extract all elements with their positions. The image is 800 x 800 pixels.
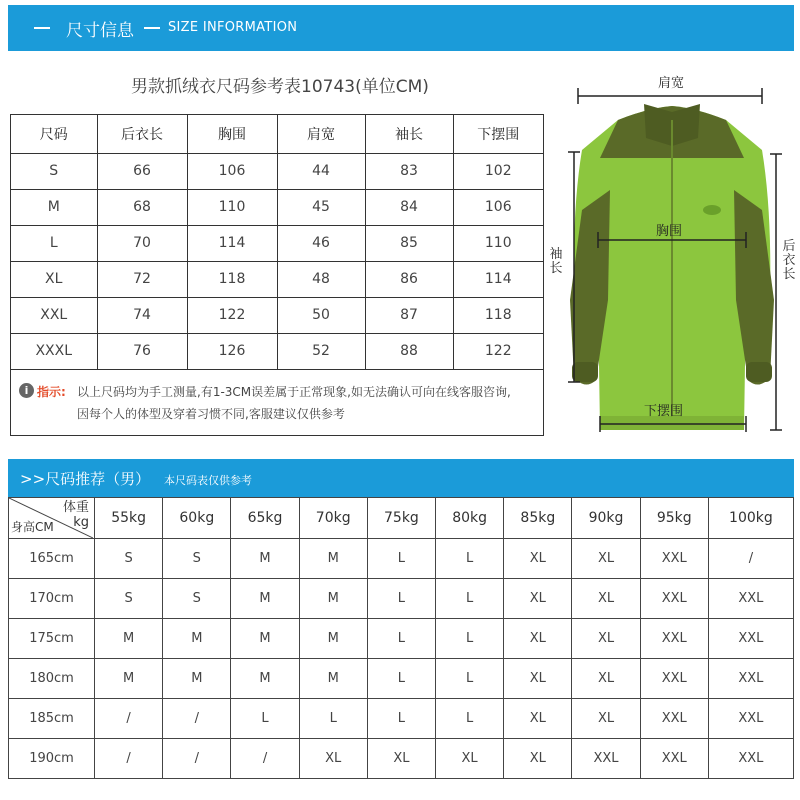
recommend-size-cell: XL: [572, 619, 640, 659]
recommend-size-cell: XXL: [708, 659, 793, 699]
recommend-size-cell: M: [231, 579, 299, 619]
recommend-size-cell: M: [163, 659, 231, 699]
size-chart-cell: 48: [277, 261, 365, 297]
recommend-weight-header: 80kg: [436, 498, 504, 539]
recommend-size-cell: S: [95, 539, 163, 579]
size-chart-cell: XL: [11, 261, 97, 297]
size-chart-row: [11, 261, 543, 297]
recommend-size-cell: L: [367, 539, 435, 579]
size-chart-cell: XXXL: [11, 333, 97, 369]
recommend-size-cell: /: [708, 539, 793, 579]
note-line-2: 因每个人的体型及穿着习惯不同,客服建议仅供参考: [77, 407, 345, 421]
recommend-size-cell: XXL: [640, 659, 708, 699]
jacket-left-cuff: [572, 362, 598, 382]
size-chart-cell: 110: [453, 225, 543, 261]
recommend-size-cell: M: [299, 659, 367, 699]
jacket-measurement-diagram: [548, 60, 800, 440]
size-chart-header-cell: 下摆围: [453, 115, 543, 153]
size-chart-row: [11, 297, 543, 333]
corner-kg: kg: [73, 515, 89, 530]
size-chart-cell: 110: [187, 189, 277, 225]
info-icon: i: [19, 383, 34, 398]
recommend-height-cell: 180cm: [9, 659, 95, 699]
recommend-size-cell: XL: [572, 579, 640, 619]
size-chart-cell: L: [11, 225, 97, 261]
size-chart-cell: 85: [365, 225, 453, 261]
jacket-right-cuff: [746, 362, 772, 382]
recommend-size-cell: /: [163, 699, 231, 739]
recommend-size-cell: XL: [572, 539, 640, 579]
recommend-weight-header: 95kg: [640, 498, 708, 539]
recommend-weight-header: 90kg: [572, 498, 640, 539]
size-chart-cell: 83: [365, 153, 453, 189]
recommend-size-cell: XXL: [708, 579, 793, 619]
recommend-weight-header: 70kg: [299, 498, 367, 539]
recommend-weight-header: 60kg: [163, 498, 231, 539]
recommend-weight-header: 55kg: [95, 498, 163, 539]
recommend-size-cell: XXL: [640, 579, 708, 619]
recommend-row: [9, 579, 794, 619]
label-hem: 下摆围: [644, 404, 684, 419]
size-chart-cell: 122: [453, 333, 543, 369]
recommend-size-cell: XXL: [708, 699, 793, 739]
size-chart-header-cell: 胸围: [187, 115, 277, 153]
size-chart-cell: M: [11, 189, 97, 225]
recommend-subtitle: 本尺码表仅供参考: [164, 474, 252, 487]
recommend-title: >>尺码推荐（男）: [20, 470, 151, 488]
recommend-corner-cell: [9, 498, 95, 539]
size-chart-cell: 66: [97, 153, 187, 189]
recommend-weight-header: 85kg: [504, 498, 572, 539]
label-back-length: 后衣长: [782, 239, 796, 282]
recommend-size-cell: XXL: [708, 619, 793, 659]
note-line-1: 以上尺码均为手工测量,有1-3CM误差属于正常现象,如无法确认可向在线客服咨询,: [77, 385, 511, 399]
recommend-size-cell: L: [367, 579, 435, 619]
jacket-illustration: [548, 60, 800, 440]
recommend-size-cell: M: [231, 619, 299, 659]
recommend-size-cell: /: [163, 739, 231, 779]
recommend-row: [9, 699, 794, 739]
recommend-size-cell: M: [231, 539, 299, 579]
banner-dash-left: [34, 27, 50, 29]
banner-title: 尺寸信息: [66, 21, 134, 41]
recommend-size-cell: XL: [572, 699, 640, 739]
size-chart-cell: 44: [277, 153, 365, 189]
size-chart-cell: 46: [277, 225, 365, 261]
recommend-size-cell: /: [231, 739, 299, 779]
label-shoulder: 肩宽: [658, 76, 685, 91]
size-chart-cell: S: [11, 153, 97, 189]
recommend-size-cell: L: [367, 659, 435, 699]
size-chart-header-cell: 袖长: [365, 115, 453, 153]
recommend-size-cell: XL: [504, 619, 572, 659]
size-chart-cell: 126: [187, 333, 277, 369]
size-chart-table: [11, 115, 543, 370]
recommend-size-cell: /: [95, 699, 163, 739]
recommend-size-cell: XXL: [640, 539, 708, 579]
banner-dash-right: [144, 27, 160, 29]
label-sleeve: 袖长: [549, 247, 563, 276]
recommend-size-cell: XL: [504, 659, 572, 699]
size-chart-cell: 84: [365, 189, 453, 225]
recommend-height-cell: 170cm: [9, 579, 95, 619]
label-chest: 胸围: [656, 224, 683, 239]
brand-logo: [703, 205, 721, 215]
recommend-size-cell: XL: [504, 579, 572, 619]
recommend-size-cell: M: [231, 659, 299, 699]
size-recommend-table: [8, 497, 794, 779]
recommend-size-cell: XL: [299, 739, 367, 779]
recommend-size-cell: XXL: [708, 739, 793, 779]
size-chart-cell: 106: [187, 153, 277, 189]
recommend-size-cell: M: [95, 619, 163, 659]
recommend-size-cell: S: [95, 579, 163, 619]
recommend-size-cell: S: [163, 539, 231, 579]
size-chart-cell: 118: [453, 297, 543, 333]
recommend-size-cell: XL: [504, 539, 572, 579]
recommend-size-cell: XL: [436, 739, 504, 779]
recommend-size-cell: XXL: [572, 739, 640, 779]
size-chart-row: [11, 333, 543, 369]
recommend-weight-header: 75kg: [367, 498, 435, 539]
recommend-row: [9, 619, 794, 659]
recommend-size-cell: XL: [572, 659, 640, 699]
recommend-size-cell: XXL: [640, 699, 708, 739]
size-chart-row: [11, 225, 543, 261]
recommend-size-cell: L: [436, 659, 504, 699]
recommend-size-cell: L: [436, 619, 504, 659]
recommend-height-cell: 190cm: [9, 739, 95, 779]
size-chart-cell: 118: [187, 261, 277, 297]
recommend-size-cell: XXL: [640, 739, 708, 779]
recommend-size-cell: L: [367, 699, 435, 739]
corner-height: 身高CM: [11, 520, 54, 534]
recommend-size-cell: XL: [504, 739, 572, 779]
recommend-size-cell: M: [299, 539, 367, 579]
note-label: 指示:: [37, 385, 66, 399]
size-chart-cell: 68: [97, 189, 187, 225]
size-recommend-banner: [8, 459, 794, 497]
recommend-size-cell: L: [436, 539, 504, 579]
size-chart-cell: 122: [187, 297, 277, 333]
recommend-row: [9, 739, 794, 779]
size-chart-cell: 102: [453, 153, 543, 189]
recommend-weight-header: 65kg: [231, 498, 299, 539]
size-chart-box: [10, 114, 544, 436]
recommend-row: [9, 659, 794, 699]
recommend-size-cell: L: [299, 699, 367, 739]
size-chart-cell: 50: [277, 297, 365, 333]
size-chart-cell: 114: [453, 261, 543, 297]
size-chart-cell: 70: [97, 225, 187, 261]
size-chart-cell: XXL: [11, 297, 97, 333]
size-chart-cell: 76: [97, 333, 187, 369]
recommend-size-cell: M: [163, 619, 231, 659]
recommend-height-cell: 165cm: [9, 539, 95, 579]
size-chart-row: [11, 153, 543, 189]
recommend-size-cell: L: [231, 699, 299, 739]
recommend-height-cell: 175cm: [9, 619, 95, 659]
recommend-header-row: [9, 498, 794, 539]
recommend-size-cell: L: [367, 619, 435, 659]
recommend-size-cell: /: [95, 739, 163, 779]
size-chart-cell: 114: [187, 225, 277, 261]
size-chart-cell: 88: [365, 333, 453, 369]
banner-subtitle: SIZE INFORMATION: [168, 20, 298, 35]
size-chart-title: 男款抓绒衣尺码参考表10743(单位CM): [131, 77, 429, 97]
size-chart-row: [11, 189, 543, 225]
size-chart-cell: 87: [365, 297, 453, 333]
size-chart-header-cell: 肩宽: [277, 115, 365, 153]
size-chart-header-cell: 后衣长: [97, 115, 187, 153]
size-chart-cell: 52: [277, 333, 365, 369]
recommend-size-cell: M: [95, 659, 163, 699]
size-chart-header-row: [11, 115, 543, 153]
recommend-size-cell: M: [299, 579, 367, 619]
recommend-size-cell: XL: [367, 739, 435, 779]
recommend-size-cell: L: [436, 579, 504, 619]
recommend-row: [9, 539, 794, 579]
recommend-size-cell: XL: [504, 699, 572, 739]
size-chart-cell: 74: [97, 297, 187, 333]
corner-weight: 体重: [62, 500, 89, 515]
recommend-weight-header: 100kg: [708, 498, 793, 539]
size-chart-cell: 45: [277, 189, 365, 225]
recommend-size-cell: M: [299, 619, 367, 659]
size-info-banner: [8, 5, 794, 51]
size-chart-cell: 86: [365, 261, 453, 297]
recommend-size-cell: S: [163, 579, 231, 619]
recommend-size-cell: XXL: [640, 619, 708, 659]
recommend-size-cell: L: [436, 699, 504, 739]
size-chart-header-cell: 尺码: [11, 115, 97, 153]
size-chart-cell: 72: [97, 261, 187, 297]
size-chart-cell: 106: [453, 189, 543, 225]
recommend-height-cell: 185cm: [9, 699, 95, 739]
